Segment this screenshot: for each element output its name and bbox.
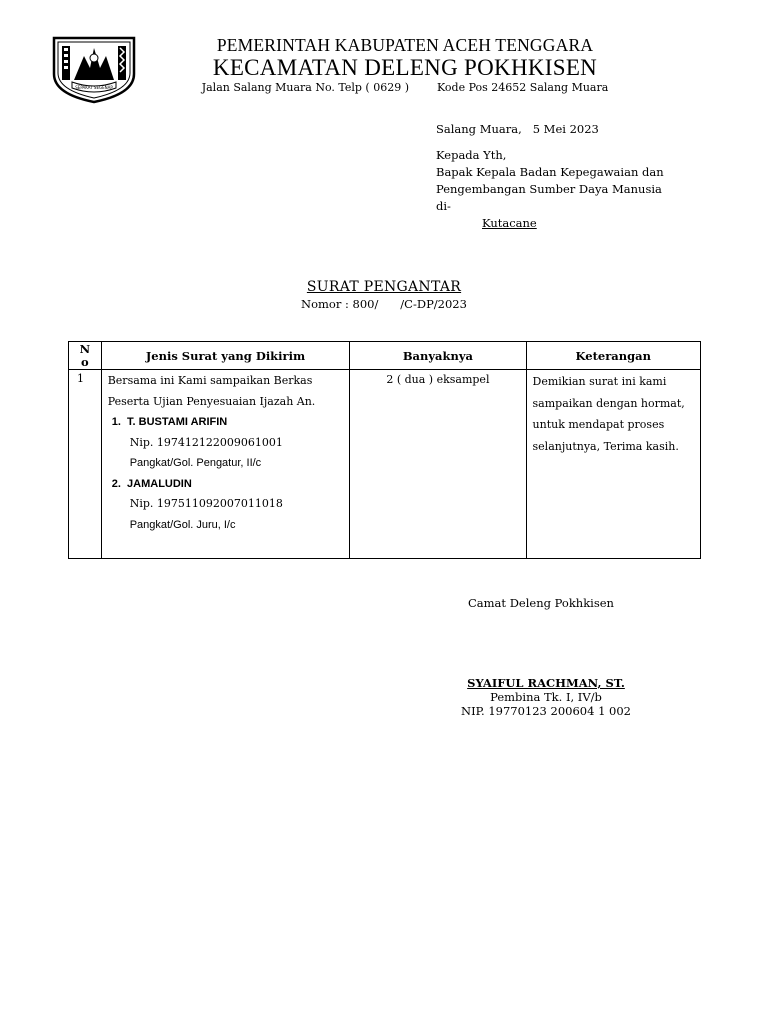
letter-number: Nomor : 800/ /C-DP/2023 [301, 297, 467, 311]
header-district: KECAMATAN DELENG POKHKISEN [212, 55, 598, 80]
recipient-city: Kutacane [482, 216, 537, 230]
signature-nip: NIP. 19770123 200604 1 002 [461, 704, 631, 718]
recipient-line: di- [436, 199, 451, 213]
signature-name: SYAIFUL RACHMAN, ST. [467, 676, 625, 690]
header-address: Jalan Salang Muara No. Telp ( 0629 ) Kode Pos 24652 Salang Muara [201, 81, 609, 94]
person-name: 1. T. BUSTAMI ARIFIN [111, 416, 228, 428]
cell-banyaknya: 2 ( dua ) eksampel [350, 370, 526, 559]
jenis-intro: Bersama ini Kami sampaikan Berkas Peserta Ujian Penyesuaian Ijazah An. [107, 374, 316, 408]
header-government: PEMERINTAH KABUPATEN ACEH TENGGARA [216, 35, 594, 55]
header-keterangan: Keterangan [526, 342, 700, 370]
cell-no: 1 [69, 370, 102, 559]
person-nip: Nip. 197511092007011018 [129, 497, 283, 510]
letter-title: SURAT PENGANTAR [306, 279, 462, 295]
regency-crest-icon [52, 34, 136, 104]
letter-date: Salang Muara, 5 Mei 2023 [436, 122, 599, 136]
person-item [108, 474, 344, 536]
person-item [108, 412, 344, 474]
header-jenis: Jenis Surat yang Dikirim [101, 342, 350, 370]
recipient-line: Pengembangan Sumber Daya Manusia [436, 182, 662, 196]
signature-rank: Pembina Tk. I, IV/b [490, 690, 602, 704]
person-nip: Nip. 197412122009061001 [129, 435, 283, 449]
header-banyaknya: Banyaknya [350, 342, 526, 370]
svg-text:SEPAKAT SEGENAP: SEPAKAT SEGENAP [75, 85, 113, 90]
recipient-block [436, 147, 726, 215]
header-no: N o [69, 342, 102, 370]
document-table [68, 341, 701, 559]
person-rank: Pangkat/Gol. Pengatur, II/c [129, 457, 262, 469]
cell-keterangan: Demikian surat ini kami sampaikan dengan hormat, untuk mendapat proses selanjutnya, Terima kasih. [526, 370, 700, 559]
person-rank: Pangkat/Gol. Juru, I/c [129, 518, 236, 531]
cell-jenis [101, 370, 350, 559]
table-header-row [69, 342, 701, 370]
signature-position: Camat Deleng Pokhkisen [468, 596, 614, 610]
table-row [69, 370, 701, 559]
person-name: 2. JAMALUDIN [111, 477, 192, 490]
recipient-line: Bapak Kepala Badan Kepegawaian dan [436, 165, 664, 179]
recipient-line: Kepada Yth, [436, 148, 507, 162]
